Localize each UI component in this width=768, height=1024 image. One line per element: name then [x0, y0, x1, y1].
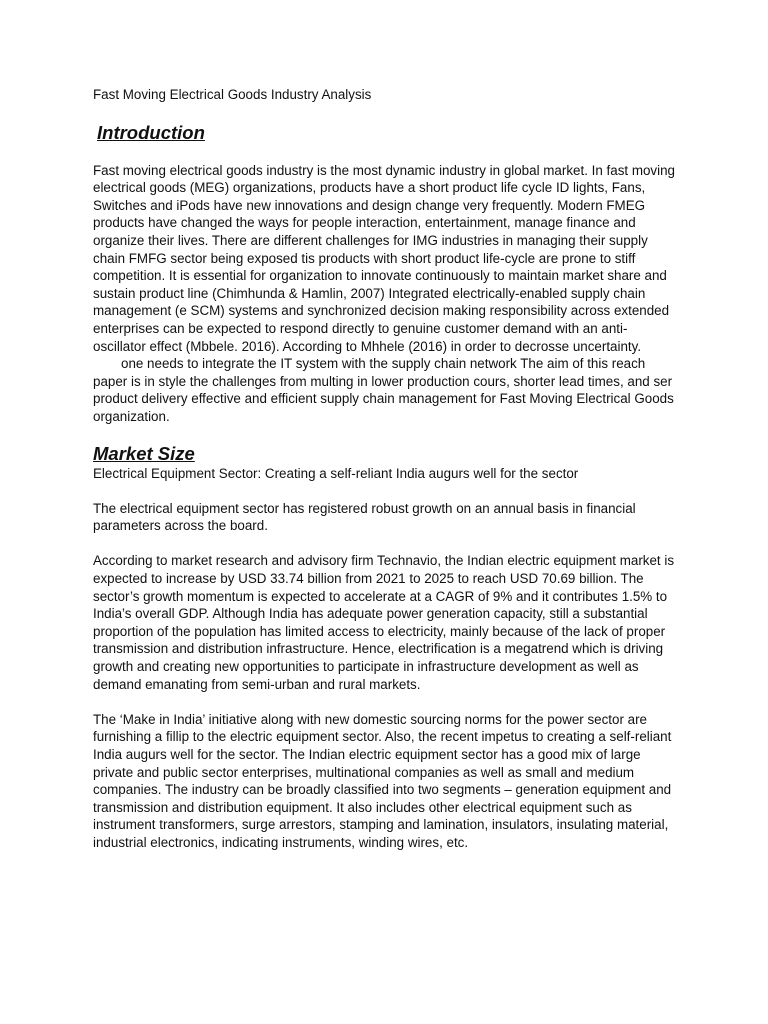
market-size-paragraph-2: According to market research and advisory firm Technavio, the Indian electric equipment market is expected to increase by USD 33.74 billion from 2021 to 2025 to reach USD 70.69 billion. The sector’s growth momentum is expected to accelerate at a CAGR of 9% and it contributes 1.5% to India’s overall GDP. Although India has adequate power generation capacity, still a substantial proportion of the population has limited access to electricity, mainly because of the lack of proper transmission and distribution infrastructure. Hence, electrification is a megatrend which is driving growth and creating new opportunities to participate in infrastructure development as well as demand emanating from semi-urban and rural markets. [93, 553, 675, 692]
market-size-paragraph-1: The electrical equipment sector has registered robust growth on an annual basis in financial parameters across the board. [93, 500, 636, 534]
introduction-heading: Introduction [97, 121, 205, 143]
introduction-paragraph-1: Fast moving electrical goods industry is the most dynamic industry in global market. In fast moving electrical goods (MEG) organizations, products have a short product life cycle ID lights, Fans, Switches and iPods have new innovations and design change very frequently. Modern FMEG products have changed the ways for people interaction, entertainment, manage finance and organize their lives. There are different challenges for IMG industries in managing their supply chain FMFG sector being exposed tis products with short product life-cycle are prone to stiff competition. It is essential for organization to innovate continuously to maintain market share and sustain product line (Chimhunda & Hamlin, 2007) Integrated electrically-enabled supply chain management (e SCM) systems and synchronized decision making responsibility across extended enterprises can be expected to respond directly to genuine customer demand with an anti-oscillator effect (Mbbele. 2016). According to Mhhele (2016) in order to decrosse uncertainty. [93, 162, 675, 354]
market-size-subheading: Electrical Equipment Sector: Creating a self-reliant India augurs well for the sector [93, 465, 579, 481]
market-size-heading: Market Size [93, 442, 195, 464]
introduction-paragraph-2: one needs to integrate the IT system with the supply chain network The aim of this reach paper is in style the challenges from multing in lower production cours, shorter lead times, and ser product delivery effective and efficient supply chain management for Fast Moving Electrical Goods organization. [93, 356, 674, 424]
market-size-paragraph-3: The ‘Make in India’ initiative along with new domestic sourcing norms for the power sector are furnishing a fillip to the electric equipment sector. Also, the recent impetus to creating a self-reliant India augurs well for the sector. The Indian electric equipment sector has a good mix of large private and public sector enterprises, multinational companies as well as small and medium companies. The industry can be broadly classified into two segments – generation equipment and transmission and distribution equipment. It also includes other electrical equipment such as instrument transformers, surge arrestors, stamping and lamination, insulators, insulating material, industrial electronics, indicating instruments, winding wires, etc. [93, 711, 672, 850]
document-page [93, 86, 678, 852]
document-title: Fast Moving Electrical Goods Industry Analysis [93, 87, 372, 102]
